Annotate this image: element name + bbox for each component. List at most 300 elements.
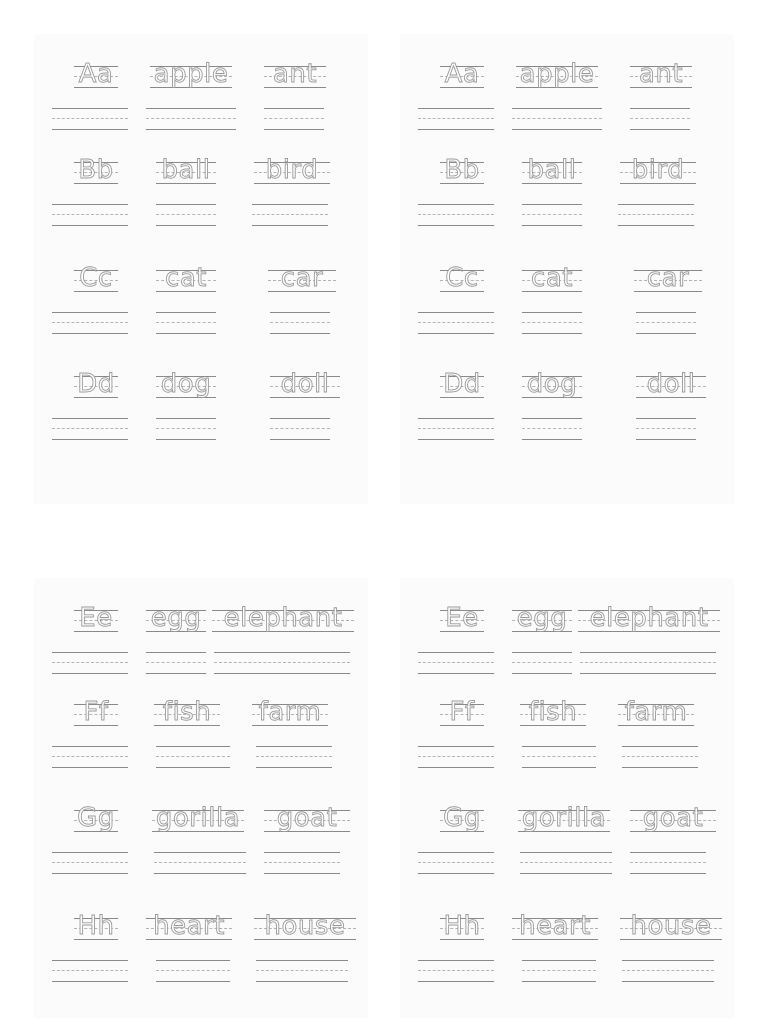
writing-line-mid — [264, 118, 324, 119]
writing-line-mid — [156, 322, 216, 323]
writing-line — [630, 848, 706, 878]
writing-line-mid — [630, 862, 706, 863]
writing-line-base — [418, 673, 494, 674]
trace-text: heart — [153, 911, 225, 941]
writing-line-base — [156, 981, 230, 982]
writing-line-top — [636, 418, 696, 419]
writing-line-mid — [270, 428, 330, 429]
trace-text: fish — [162, 697, 212, 727]
writing-line-mid — [622, 970, 714, 971]
writing-line-mid — [522, 428, 582, 429]
writing-line-mid — [522, 214, 582, 215]
writing-line-top — [618, 204, 694, 205]
writing-line — [214, 648, 350, 678]
writing-line-top — [156, 204, 216, 205]
writing-line-mid — [156, 214, 216, 215]
trace-text: Ff — [449, 697, 475, 727]
worksheet-row — [34, 56, 368, 156]
trace-text: Ff — [83, 697, 109, 727]
writing-line — [418, 848, 494, 878]
writing-line — [52, 200, 128, 230]
trace-text: Ee — [445, 603, 479, 633]
word-trace — [522, 260, 582, 304]
writing-line-base — [52, 981, 128, 982]
writing-line-base — [156, 439, 216, 440]
writing-line-mid — [418, 862, 494, 863]
writing-line-mid — [52, 118, 128, 119]
writing-line-top — [256, 746, 332, 747]
worksheet-row — [400, 800, 734, 900]
writing-line-top — [512, 108, 602, 109]
writing-line — [522, 308, 582, 338]
writing-line — [156, 200, 216, 230]
writing-line-mid — [146, 662, 206, 663]
writing-line — [418, 200, 494, 230]
writing-line — [622, 956, 714, 986]
word-trace — [254, 152, 330, 196]
writing-line-base — [146, 673, 206, 674]
writing-line-base — [418, 767, 494, 768]
writing-line-base — [522, 333, 582, 334]
word-trace — [146, 600, 206, 644]
word-trace — [636, 366, 706, 410]
writing-line — [522, 742, 596, 772]
writing-line-top — [156, 418, 216, 419]
word-trace — [620, 152, 696, 196]
writing-line-base — [522, 981, 596, 982]
trace-text: Cc — [445, 263, 479, 293]
writing-line-top — [522, 312, 582, 313]
writing-line-mid — [256, 756, 332, 757]
writing-line-base — [618, 225, 694, 226]
word-trace — [620, 908, 722, 952]
writing-line-top — [418, 204, 494, 205]
word-trace — [154, 694, 220, 738]
writing-line-mid — [52, 862, 128, 863]
writing-line-mid — [156, 428, 216, 429]
writing-line-top — [146, 652, 206, 653]
worksheet-row — [34, 366, 368, 466]
writing-line-mid — [270, 322, 330, 323]
writing-line-base — [52, 767, 128, 768]
writing-line — [418, 648, 494, 678]
letter-pair-trace — [74, 366, 118, 410]
word-trace — [156, 152, 216, 196]
trace-text: gorilla — [155, 803, 241, 833]
trace-text: Cc — [79, 263, 113, 293]
trace-text: elephant — [589, 603, 709, 633]
letter-pair-trace — [440, 800, 484, 844]
worksheet-row — [400, 366, 734, 466]
writing-line-mid — [418, 118, 494, 119]
writing-line — [522, 414, 582, 444]
writing-line-base — [52, 129, 128, 130]
writing-line-base — [418, 873, 494, 874]
trace-text: doll — [646, 369, 696, 399]
writing-line-base — [52, 439, 128, 440]
worksheet-row — [34, 600, 368, 700]
writing-line-mid — [522, 756, 596, 757]
trace-text: Gg — [443, 803, 481, 833]
writing-line-top — [52, 652, 128, 653]
writing-line — [580, 648, 716, 678]
writing-line — [520, 848, 612, 878]
writing-line — [270, 308, 330, 338]
trace-text: apple — [153, 59, 229, 89]
trace-text: goat — [642, 803, 704, 833]
trace-text: doll — [280, 369, 330, 399]
writing-line-top — [622, 746, 698, 747]
worksheet-row — [400, 152, 734, 252]
writing-line-mid — [512, 118, 602, 119]
writing-line-mid — [264, 862, 340, 863]
writing-line-base — [52, 673, 128, 674]
writing-line — [156, 414, 216, 444]
writing-line-base — [580, 673, 716, 674]
trace-text: cat — [531, 263, 573, 293]
word-trace — [270, 366, 340, 410]
word-trace — [264, 800, 350, 844]
writing-line — [146, 104, 236, 134]
writing-line-base — [156, 333, 216, 334]
writing-line-top — [522, 418, 582, 419]
worksheet-row — [34, 800, 368, 900]
writing-line — [252, 200, 328, 230]
word-trace — [634, 260, 702, 304]
letter-pair-trace — [74, 260, 118, 304]
writing-line-mid — [630, 118, 690, 119]
writing-line-base — [418, 981, 494, 982]
trace-text: bird — [631, 155, 685, 185]
trace-text: ball — [161, 155, 211, 185]
writing-line-top — [418, 418, 494, 419]
trace-text: dog — [526, 369, 578, 399]
trace-text: house — [630, 911, 712, 941]
trace-text: Dd — [443, 369, 481, 399]
writing-line-base — [252, 225, 328, 226]
writing-line-top — [52, 746, 128, 747]
trace-text: farm — [624, 697, 688, 727]
trace-text: egg — [516, 603, 568, 633]
trace-text: fish — [528, 697, 578, 727]
writing-line-base — [214, 673, 350, 674]
writing-line-top — [52, 960, 128, 961]
worksheet-panel-top-left — [34, 34, 368, 504]
writing-line-base — [270, 439, 330, 440]
writing-line-top — [264, 852, 340, 853]
writing-line-top — [630, 852, 706, 853]
worksheet-row — [34, 694, 368, 794]
writing-line-mid — [156, 756, 230, 757]
letter-pair-trace — [440, 260, 484, 304]
worksheet-row — [400, 56, 734, 156]
letter-pair-trace — [440, 908, 484, 952]
letter-pair-trace — [440, 56, 484, 100]
word-trace — [618, 694, 694, 738]
word-trace — [264, 56, 326, 100]
writing-line-base — [522, 225, 582, 226]
writing-line — [52, 104, 128, 134]
letter-pair-trace — [74, 694, 118, 738]
writing-line-top — [418, 108, 494, 109]
word-trace — [522, 366, 582, 410]
word-trace — [630, 800, 716, 844]
word-trace — [516, 56, 598, 100]
writing-line — [52, 956, 128, 986]
writing-line — [630, 104, 690, 134]
trace-text: Hh — [443, 911, 481, 941]
writing-line-mid — [418, 214, 494, 215]
letter-pair-trace — [74, 908, 118, 952]
writing-line — [618, 200, 694, 230]
letter-pair-trace — [74, 152, 118, 196]
letter-pair-trace — [440, 600, 484, 644]
writing-line — [418, 414, 494, 444]
writing-line — [146, 648, 206, 678]
writing-line-base — [264, 129, 324, 130]
trace-text: car — [280, 263, 324, 293]
writing-line-base — [52, 225, 128, 226]
writing-line-top — [214, 652, 350, 653]
word-trace — [212, 600, 354, 644]
writing-line — [418, 308, 494, 338]
letter-pair-trace — [440, 366, 484, 410]
writing-line-top — [252, 204, 328, 205]
writing-line-top — [418, 960, 494, 961]
writing-line — [636, 308, 696, 338]
word-trace — [520, 694, 586, 738]
writing-line-base — [522, 439, 582, 440]
word-trace — [150, 56, 232, 100]
word-trace — [156, 366, 216, 410]
writing-line-mid — [622, 756, 698, 757]
writing-line-base — [636, 333, 696, 334]
writing-line-top — [636, 312, 696, 313]
trace-text: Bb — [78, 155, 114, 185]
trace-text: Aa — [444, 59, 480, 89]
writing-line-top — [630, 108, 690, 109]
writing-line-top — [146, 108, 236, 109]
writing-line — [156, 742, 230, 772]
writing-line-mid — [418, 428, 494, 429]
worksheet-row — [400, 694, 734, 794]
writing-line-top — [418, 652, 494, 653]
writing-line-mid — [520, 862, 612, 863]
writing-line-base — [418, 225, 494, 226]
worksheet-row — [400, 260, 734, 360]
writing-line-base — [630, 873, 706, 874]
worksheet-panel-bottom-left — [34, 578, 368, 1018]
writing-line — [270, 414, 330, 444]
writing-line-mid — [618, 214, 694, 215]
word-trace — [512, 908, 598, 952]
writing-line-top — [264, 108, 324, 109]
writing-line-mid — [522, 322, 582, 323]
writing-line-top — [522, 960, 596, 961]
writing-line-mid — [214, 662, 350, 663]
writing-line-base — [512, 129, 602, 130]
writing-line-top — [622, 960, 714, 961]
word-trace — [252, 694, 328, 738]
writing-line — [522, 956, 596, 986]
writing-line-top — [580, 652, 716, 653]
writing-line-mid — [52, 662, 128, 663]
trace-text: goat — [276, 803, 338, 833]
trace-text: bird — [265, 155, 319, 185]
writing-line-top — [156, 960, 230, 961]
writing-line-mid — [512, 662, 572, 663]
writing-line-top — [256, 960, 348, 961]
writing-line-mid — [418, 756, 494, 757]
writing-line-top — [52, 312, 128, 313]
writing-line-top — [512, 652, 572, 653]
writing-line — [52, 308, 128, 338]
trace-text: Aa — [78, 59, 114, 89]
writing-line-mid — [418, 662, 494, 663]
writing-line-mid — [256, 970, 348, 971]
writing-line-top — [52, 852, 128, 853]
trace-text: house — [264, 911, 346, 941]
writing-line-base — [636, 439, 696, 440]
trace-text: Dd — [77, 369, 115, 399]
writing-line-base — [264, 873, 340, 874]
writing-line — [156, 308, 216, 338]
writing-line-mid — [156, 970, 230, 971]
writing-line-base — [622, 767, 698, 768]
writing-line-base — [52, 333, 128, 334]
worksheet-row — [34, 908, 368, 1008]
writing-line-base — [154, 873, 246, 874]
writing-line-top — [418, 746, 494, 747]
writing-line-base — [270, 333, 330, 334]
writing-line-mid — [52, 214, 128, 215]
writing-line — [52, 414, 128, 444]
writing-line-mid — [52, 322, 128, 323]
word-trace — [518, 800, 610, 844]
trace-text: Hh — [77, 911, 115, 941]
worksheet-panel-bottom-right — [400, 578, 734, 1018]
worksheet-row — [34, 260, 368, 360]
writing-line-base — [512, 673, 572, 674]
writing-line — [256, 742, 332, 772]
writing-line — [522, 200, 582, 230]
writing-line-mid — [52, 756, 128, 757]
writing-line-mid — [418, 970, 494, 971]
writing-line — [622, 742, 698, 772]
worksheet-row — [400, 908, 734, 1008]
word-trace — [630, 56, 692, 100]
writing-line — [636, 414, 696, 444]
trace-text: dog — [160, 369, 212, 399]
writing-line-mid — [522, 970, 596, 971]
word-trace — [156, 260, 216, 304]
writing-line-top — [522, 746, 596, 747]
writing-line — [512, 104, 602, 134]
writing-line-base — [520, 873, 612, 874]
writing-line-mid — [52, 428, 128, 429]
trace-text: farm — [258, 697, 322, 727]
trace-text: cat — [165, 263, 207, 293]
word-trace — [512, 600, 572, 644]
trace-text: gorilla — [521, 803, 607, 833]
writing-line-mid — [252, 214, 328, 215]
word-trace — [522, 152, 582, 196]
writing-line-mid — [636, 322, 696, 323]
writing-line-mid — [636, 428, 696, 429]
trace-text: heart — [519, 911, 591, 941]
trace-text: elephant — [223, 603, 343, 633]
writing-line-base — [156, 225, 216, 226]
writing-line-base — [418, 439, 494, 440]
writing-line-mid — [418, 322, 494, 323]
writing-line — [154, 848, 246, 878]
writing-line — [264, 848, 340, 878]
writing-line-base — [630, 129, 690, 130]
trace-text: ant — [272, 59, 318, 89]
writing-line-mid — [154, 862, 246, 863]
writing-line-top — [154, 852, 246, 853]
writing-line-base — [146, 129, 236, 130]
writing-line-top — [418, 312, 494, 313]
writing-line-base — [522, 767, 596, 768]
writing-line — [256, 956, 348, 986]
worksheet-row — [34, 152, 368, 252]
writing-line — [52, 648, 128, 678]
writing-line-base — [256, 981, 348, 982]
writing-line-mid — [52, 970, 128, 971]
letter-pair-trace — [74, 56, 118, 100]
trace-text: car — [646, 263, 690, 293]
writing-line — [418, 104, 494, 134]
writing-line-top — [270, 418, 330, 419]
writing-line-top — [52, 418, 128, 419]
writing-line — [264, 104, 324, 134]
worksheet-row — [400, 600, 734, 700]
letter-pair-trace — [74, 800, 118, 844]
trace-text: ball — [527, 155, 577, 185]
writing-line-base — [622, 981, 714, 982]
word-trace — [146, 908, 232, 952]
word-trace — [268, 260, 336, 304]
trace-text: Ee — [79, 603, 113, 633]
trace-text: Bb — [444, 155, 480, 185]
word-trace — [254, 908, 356, 952]
writing-line-top — [522, 204, 582, 205]
trace-text: Gg — [77, 803, 115, 833]
word-trace — [152, 800, 244, 844]
letter-pair-trace — [440, 152, 484, 196]
writing-line-top — [156, 746, 230, 747]
writing-line-mid — [146, 118, 236, 119]
trace-text: apple — [519, 59, 595, 89]
letter-pair-trace — [74, 600, 118, 644]
writing-line-top — [156, 312, 216, 313]
writing-line-top — [52, 204, 128, 205]
writing-line-top — [520, 852, 612, 853]
trace-text: egg — [150, 603, 202, 633]
letter-pair-trace — [440, 694, 484, 738]
writing-line-base — [256, 767, 332, 768]
writing-line-mid — [580, 662, 716, 663]
writing-line — [52, 848, 128, 878]
word-trace — [578, 600, 720, 644]
writing-line-base — [52, 873, 128, 874]
writing-line-base — [156, 767, 230, 768]
writing-line — [52, 742, 128, 772]
writing-line-base — [418, 333, 494, 334]
worksheet-panel-top-right — [400, 34, 734, 504]
writing-line-base — [418, 129, 494, 130]
